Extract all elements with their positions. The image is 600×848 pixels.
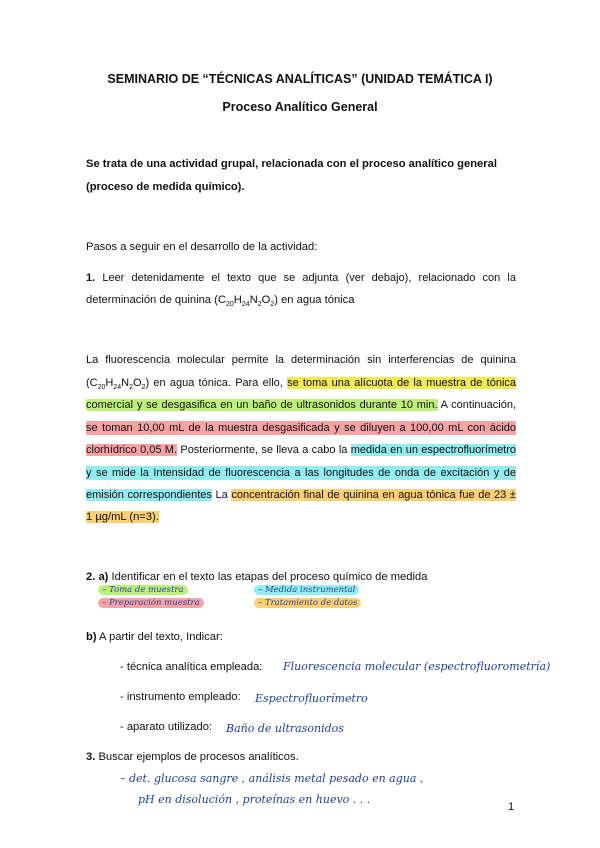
passage-line-6 [86,466,516,480]
tag-preparation: – Preparación muestra [98,598,204,608]
passage-line-7: emisión correspondientes La concentración final de quinina en agua tónica fue de 23 ± [86,489,516,501]
passage-line-1: La fluorescencia molecular permite la determinación sin interferencias de quinina [86,354,516,366]
intro-line-2: (proceso de medida químico). [86,181,245,193]
passage-line-3: comercial y se desgasifica en un baño de ultrasonidos durante 10 min. A continuación, [86,399,517,411]
technique-label: - técnica analítica empleada: [120,661,263,673]
passage-line-4 [86,421,516,435]
question-b [86,630,223,644]
highlight-sampling: se toma una alícuota de la muestra de tónica [287,377,517,389]
passage-line-5: clorhídrico 0,05 M. Posteriormente, se lleva a cabo la medida en un espectrofluorímetro [86,444,517,456]
step1-number: 1. [86,272,96,284]
question-2a [86,570,427,584]
tag-measurement: – Medida instrumental [254,585,359,595]
step1-text: Leer detenidamente el texto que se adjunta (ver debajo), relacionado con la [102,272,516,284]
steps-heading: Pasos a seguir en el desarrollo de la actividad: [86,241,318,253]
highlight-measurement-3: emisión correspondientes [86,489,212,501]
tag-data-treatment: – Tratamiento de datos [254,598,361,608]
instrument-label: - instrumento empleado: [120,691,241,703]
document-subtitle: Proceso Analítico General [222,100,378,114]
highlight-preparation: se toman 10,00 mL de la muestra desgasificada y se diluyen a 100,00 mL con ácido [86,422,516,434]
passage-line-8 [86,510,159,524]
page-number: 1 [508,801,515,813]
document-title: SEMINARIO DE “TÉCNICAS ANALÍTICAS” (UNIDAD TEMÁTICA I) [107,72,493,86]
highlight-preparation-2: clorhídrico 0,05 M. [86,444,178,456]
step1-line-2: determinación de quinina $(C_{20}H_{24}N_2O_2)$ en agua tónica [86,294,355,309]
highlight-data-treatment-2: 1 µg/mL (n=3). [86,511,159,523]
tag-sampling: – Toma de muestra [98,585,188,595]
question-3-number: 3. [86,751,96,763]
question-3 [86,750,299,764]
apparatus-answer: Baño de ultrasonidos [226,722,344,735]
question-2a-number: 2. a) [86,571,109,583]
question-3-text: Buscar ejemplos de procesos analíticos. [95,751,299,763]
step1-line-1 [86,271,516,285]
question-3-answer-line-2: pH en disolución , proteínas en huevo . . . [138,793,371,806]
intro-line-1: Se trata de una actividad grupal, relacionada con el proceso analítico general [86,158,497,170]
question-b-text: A partir del texto, Indicar: [96,631,223,643]
highlight-data-treatment: concentración final de quinina en agua tónica fue de 23 ± [231,489,516,501]
instrument-answer: Espectrofluorímetro [255,692,368,705]
technique-answer: Fluorescencia molecular (espectrofluorometría) [283,660,551,673]
highlight-measurement: medida en un espectrofluorímetro [350,444,517,456]
question-2a-text: Identificar en el texto las etapas del proceso químico de medida [108,571,428,583]
question-b-label: b) [86,631,97,643]
highlight-measurement-2: y se mide la Intensidad de fluorescencia a las longitudes de onda de excitación y de [86,467,516,479]
passage-line-2: $(C_{20}H_{24}N_2O_2)$ en agua tónica. Para ello, se toma una alícuota de la muestra de tónica [86,377,517,392]
highlight-sampling-2: comercial y se desgasifica en un baño de ultrasonidos durante 10 min. [86,399,438,411]
question-3-answer-line-1: – det. glucosa sangre , análisis metal pesado en agua , [120,772,424,785]
apparatus-label: - aparato utilizado: [120,721,213,733]
